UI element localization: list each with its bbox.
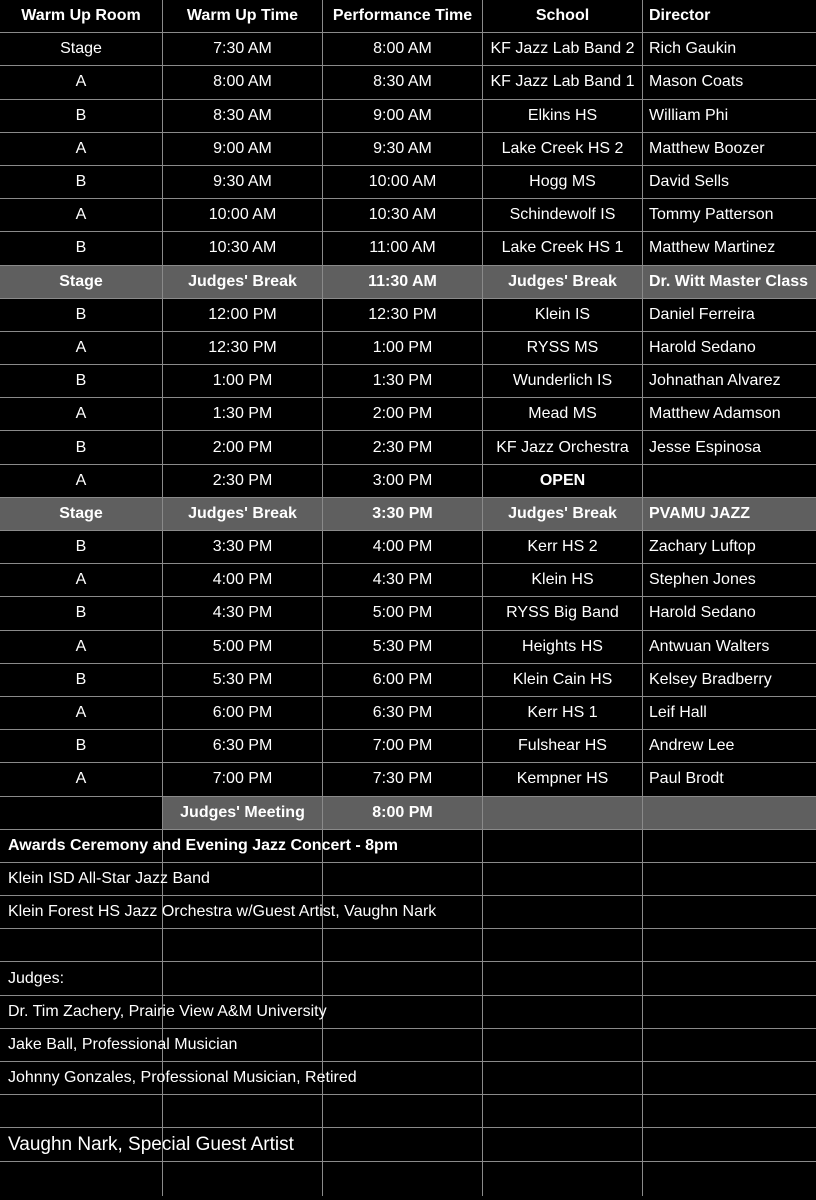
cell-director[interactable]: Kelsey Bradberry [649,670,772,688]
table-row [0,299,816,332]
note-cell[interactable] [0,1095,163,1127]
table-row [0,232,816,265]
table-row [0,100,816,133]
cell-school[interactable]: RYSS MS [483,332,643,364]
cell-performance-time[interactable]: 5:00 PM [323,597,483,629]
cell-warm-up-room[interactable]: A [0,465,163,497]
cell-director[interactable]: Matthew Adamson [649,405,781,423]
cell-school[interactable]: Kerr HS 1 [483,697,643,729]
cell-performance-time[interactable]: 3:00 PM [323,465,483,497]
note-cell[interactable] [483,962,643,994]
judge-ball[interactable]: Jake Ball, Professional Musician [8,1035,238,1053]
cell-warm-up-room[interactable]: B [0,431,163,463]
header-performance-time[interactable]: Performance Time [323,0,483,32]
cell-warm-up-room[interactable]: B [0,166,163,198]
note-cell[interactable] [643,1095,816,1127]
cell-performance-time[interactable]: 4:30 PM [323,564,483,596]
cell-warm-up-time[interactable]: 9:30 AM [163,166,323,198]
cell-performance-time[interactable]: 7:30 PM [323,763,483,795]
meeting-time[interactable]: 8:00 PM [323,797,483,829]
cell-school[interactable]: KF Jazz Lab Band 1 [483,66,643,98]
meeting-empty-cell[interactable] [483,797,643,829]
cell-director[interactable]: Harold Sedano [649,338,756,356]
cell-director[interactable]: Tommy Patterson [649,206,774,224]
cell-warm-up-time[interactable]: 3:30 PM [163,531,323,563]
cell-warm-up-time[interactable]: 2:30 PM [163,465,323,497]
header-warm-up-room[interactable]: Warm Up Room [0,0,163,32]
cell-warm-up-room[interactable]: B [0,531,163,563]
cell-performance-time[interactable]: 8:30 AM [323,66,483,98]
cell-school[interactable]: KF Jazz Orchestra [483,431,643,463]
note-cell[interactable] [643,1029,816,1061]
cell-warm-up-room[interactable]: Stage [0,266,163,298]
cell-warm-up-room[interactable]: A [0,763,163,795]
cell-warm-up-time[interactable]: 9:00 AM [163,133,323,165]
band-allstar-text[interactable]: Klein ISD All-Star Jazz Band [8,869,210,887]
header-warm-up-time[interactable]: Warm Up Time [163,0,323,32]
cell-warm-up-room[interactable]: A [0,199,163,231]
cell-warm-up-time[interactable]: 12:30 PM [163,332,323,364]
cell-director[interactable]: PVAMU JAZZ [649,504,751,522]
table-row [0,166,816,199]
cell-warm-up-time[interactable]: 4:30 PM [163,597,323,629]
awards-ceremony-text[interactable]: Awards Ceremony and Evening Jazz Concert - 8pm [8,836,399,854]
note-cell[interactable] [483,863,643,895]
cell-warm-up-time[interactable]: Judges' Break [163,498,323,530]
cell-director[interactable]: Jesse Espinosa [649,438,762,456]
notes-row-band1 [0,863,816,896]
cell-school[interactable]: Kempner HS [483,763,643,795]
cell-warm-up-time[interactable]: 12:00 PM [163,299,323,331]
cell-performance-time[interactable]: 1:00 PM [323,332,483,364]
note-cell[interactable] [163,1095,323,1127]
cell-warm-up-room[interactable]: B [0,664,163,696]
note-cell[interactable] [163,929,323,961]
cell-director[interactable]: Matthew Boozer [649,139,765,157]
table-row [0,332,816,365]
note-cell[interactable] [643,1162,816,1195]
cell-warm-up-time[interactable]: 1:00 PM [163,365,323,397]
cell-warm-up-room[interactable]: B [0,730,163,762]
meeting-label[interactable]: Judges' Meeting [163,797,323,829]
table-row [0,664,816,697]
band-orchestra-text[interactable]: Klein Forest HS Jazz Orchestra w/Guest Artist, Vaughn Nark [8,903,437,921]
note-cell[interactable] [643,1062,816,1094]
schedule-rows [0,33,816,796]
cell-warm-up-room[interactable]: A [0,631,163,663]
note-cell[interactable] [323,863,483,895]
note-cell[interactable] [483,1162,643,1195]
cell-director[interactable]: Andrew Lee [649,737,735,755]
cell-school[interactable]: OPEN [483,465,643,497]
cell-performance-time[interactable]: 11:00 AM [323,232,483,264]
table-row [0,564,816,597]
table-row [0,431,816,464]
table-row [0,465,816,498]
note-cell[interactable] [0,929,163,961]
cell-warm-up-time[interactable]: 8:30 AM [163,100,323,132]
header-row [0,0,816,33]
table-row [0,531,816,564]
cell-school[interactable]: Wunderlich IS [483,365,643,397]
cell-warm-up-room[interactable]: Stage [0,33,163,65]
cell-warm-up-room[interactable]: A [0,66,163,98]
judges-break-row [0,266,816,299]
notes-row-empty-2 [0,1095,816,1128]
notes-row-judge2 [0,1029,816,1062]
note-cell[interactable] [323,1128,483,1161]
cell-warm-up-time[interactable]: 10:00 AM [163,199,323,231]
header-school[interactable]: School [483,0,643,32]
header-director[interactable]: Director [649,7,711,25]
table-row [0,763,816,796]
notes-row-band2 [0,896,816,929]
note-cell[interactable] [163,1162,323,1195]
cell-performance-time[interactable]: 9:00 AM [323,100,483,132]
note-cell[interactable] [323,929,483,961]
cell-warm-up-time[interactable]: 10:30 AM [163,232,323,264]
notes-row-guest [0,1128,816,1162]
note-cell[interactable] [323,1162,483,1195]
cell-director[interactable]: Mason Coats [649,73,744,91]
cell-warm-up-room[interactable]: B [0,232,163,264]
cell-warm-up-room[interactable]: B [0,597,163,629]
cell-school[interactable]: Mead MS [483,398,643,430]
cell-director[interactable]: Matthew Martinez [649,239,776,257]
judge-gonzales[interactable]: Johnny Gonzales, Professional Musician, Retired [8,1069,357,1087]
cell-school[interactable]: Klein Cain HS [483,664,643,696]
cell-director[interactable]: Johnathan Alvarez [649,372,781,390]
cell-school[interactable]: Lake Creek HS 2 [483,133,643,165]
cell-warm-up-time[interactable]: 7:30 AM [163,33,323,65]
cell-performance-time[interactable]: 12:30 PM [323,299,483,331]
cell-warm-up-time[interactable]: Judges' Break [163,266,323,298]
cell-performance-time[interactable]: 4:00 PM [323,531,483,563]
note-cell[interactable] [643,962,816,994]
table-row [0,631,816,664]
note-cell[interactable] [0,1162,163,1195]
cell-warm-up-room[interactable]: A [0,564,163,596]
cell-warm-up-time[interactable]: 7:00 PM [163,763,323,795]
cell-director[interactable]: Harold Sedano [649,604,756,622]
note-cell[interactable] [483,1128,643,1161]
cell-warm-up-time[interactable]: 1:30 PM [163,398,323,430]
note-cell[interactable] [643,830,816,862]
cell-school[interactable]: Elkins HS [483,100,643,132]
cell-warm-up-room[interactable]: Stage [0,498,163,530]
note-cell[interactable] [643,863,816,895]
table-row [0,730,816,763]
cell-performance-time[interactable]: 8:00 AM [323,33,483,65]
cell-director[interactable]: Rich Gaukin [649,40,737,58]
cell-performance-time[interactable]: 6:00 PM [323,664,483,696]
judge-zachery[interactable]: Dr. Tim Zachery, Prairie View A&M University [8,1002,327,1020]
table-row [0,697,816,730]
notes-row-empty [0,929,816,962]
note-cell[interactable] [483,830,643,862]
meeting-empty-cell[interactable] [0,797,163,829]
cell-school[interactable]: Lake Creek HS 1 [483,232,643,264]
table-row [0,199,816,232]
cell-school[interactable]: Schindewolf IS [483,199,643,231]
cell-school[interactable]: Klein HS [483,564,643,596]
cell-school[interactable]: KF Jazz Lab Band 2 [483,33,643,65]
note-cell[interactable] [483,896,643,928]
note-cell[interactable] [643,996,816,1028]
cell-performance-time[interactable]: 2:30 PM [323,431,483,463]
cell-warm-up-room[interactable]: B [0,299,163,331]
cell-warm-up-time[interactable]: 6:30 PM [163,730,323,762]
notes-row-judges-label [0,962,816,995]
cell-warm-up-time[interactable]: 8:00 AM [163,66,323,98]
table-row [0,365,816,398]
note-cell[interactable] [483,1062,643,1094]
cell-director[interactable]: Leif Hall [649,704,707,722]
judges-break-row [0,498,816,531]
note-cell[interactable] [483,1029,643,1061]
cell-director[interactable]: Zachary Luftop [649,538,756,556]
cell-school[interactable]: Kerr HS 2 [483,531,643,563]
notes-row-last [0,1162,816,1195]
cell-director[interactable]: Daniel Ferreira [649,305,755,323]
cell-performance-time[interactable]: 11:30 AM [323,266,483,298]
cell-school[interactable]: Heights HS [483,631,643,663]
cell-school[interactable]: RYSS Big Band [483,597,643,629]
notes-row-judge1 [0,996,816,1029]
note-cell[interactable] [483,929,643,961]
cell-school[interactable]: Judges' Break [483,266,643,298]
cell-warm-up-room[interactable]: A [0,398,163,430]
cell-warm-up-room[interactable]: A [0,332,163,364]
cell-director[interactable]: William Phi [649,106,729,124]
cell-school[interactable]: Judges' Break [483,498,643,530]
cell-director[interactable]: Paul Brodt [649,770,724,788]
note-cell[interactable] [323,1095,483,1127]
cell-school[interactable]: Hogg MS [483,166,643,198]
cell-performance-time[interactable]: 3:30 PM [323,498,483,530]
table-row [0,33,816,66]
notes-row-judge3 [0,1062,816,1095]
cell-performance-time[interactable]: 10:30 AM [323,199,483,231]
note-cell[interactable] [643,896,816,928]
note-cell[interactable] [323,962,483,994]
note-cell[interactable] [483,996,643,1028]
cell-school[interactable]: Fulshear HS [483,730,643,762]
cell-warm-up-time[interactable]: 5:00 PM [163,631,323,663]
guest-artist-text[interactable]: Vaughn Nark, Special Guest Artist [8,1133,294,1155]
note-cell[interactable] [323,1029,483,1061]
cell-warm-up-time[interactable]: 6:00 PM [163,697,323,729]
cell-performance-time[interactable]: 2:00 PM [323,398,483,430]
table-row [0,66,816,99]
cell-director[interactable]: David Sells [649,173,730,191]
table-row [0,398,816,431]
cell-warm-up-room[interactable]: B [0,365,163,397]
cell-warm-up-time[interactable]: 2:00 PM [163,431,323,463]
judges-label[interactable]: Judges: [8,969,65,987]
cell-performance-time[interactable]: 5:30 PM [323,631,483,663]
note-cell[interactable] [163,962,323,994]
cell-performance-time[interactable]: 7:00 PM [323,730,483,762]
cell-warm-up-time[interactable]: 5:30 PM [163,664,323,696]
cell-warm-up-time[interactable]: 4:00 PM [163,564,323,596]
table-row [0,597,816,630]
notes-row-awards [0,830,816,863]
cell-director[interactable]: Stephen Jones [649,571,756,589]
note-cell[interactable] [323,996,483,1028]
cell-school[interactable]: Klein IS [483,299,643,331]
table-row [0,133,816,166]
cell-director[interactable]: Dr. Witt Master Class [649,272,809,290]
cell-performance-time[interactable]: 9:30 AM [323,133,483,165]
cell-director[interactable] [643,465,816,497]
cell-director[interactable]: Antwuan Walters [649,637,770,655]
cell-warm-up-room[interactable]: A [0,133,163,165]
cell-performance-time[interactable]: 6:30 PM [323,697,483,729]
judges-meeting-row [0,797,816,830]
meeting-empty-cell[interactable] [643,797,816,829]
cell-performance-time[interactable]: 10:00 AM [323,166,483,198]
cell-warm-up-room[interactable]: B [0,100,163,132]
note-cell[interactable] [483,1095,643,1127]
note-cell[interactable] [643,1128,816,1161]
cell-warm-up-room[interactable]: A [0,697,163,729]
note-cell[interactable] [643,929,816,961]
cell-performance-time[interactable]: 1:30 PM [323,365,483,397]
